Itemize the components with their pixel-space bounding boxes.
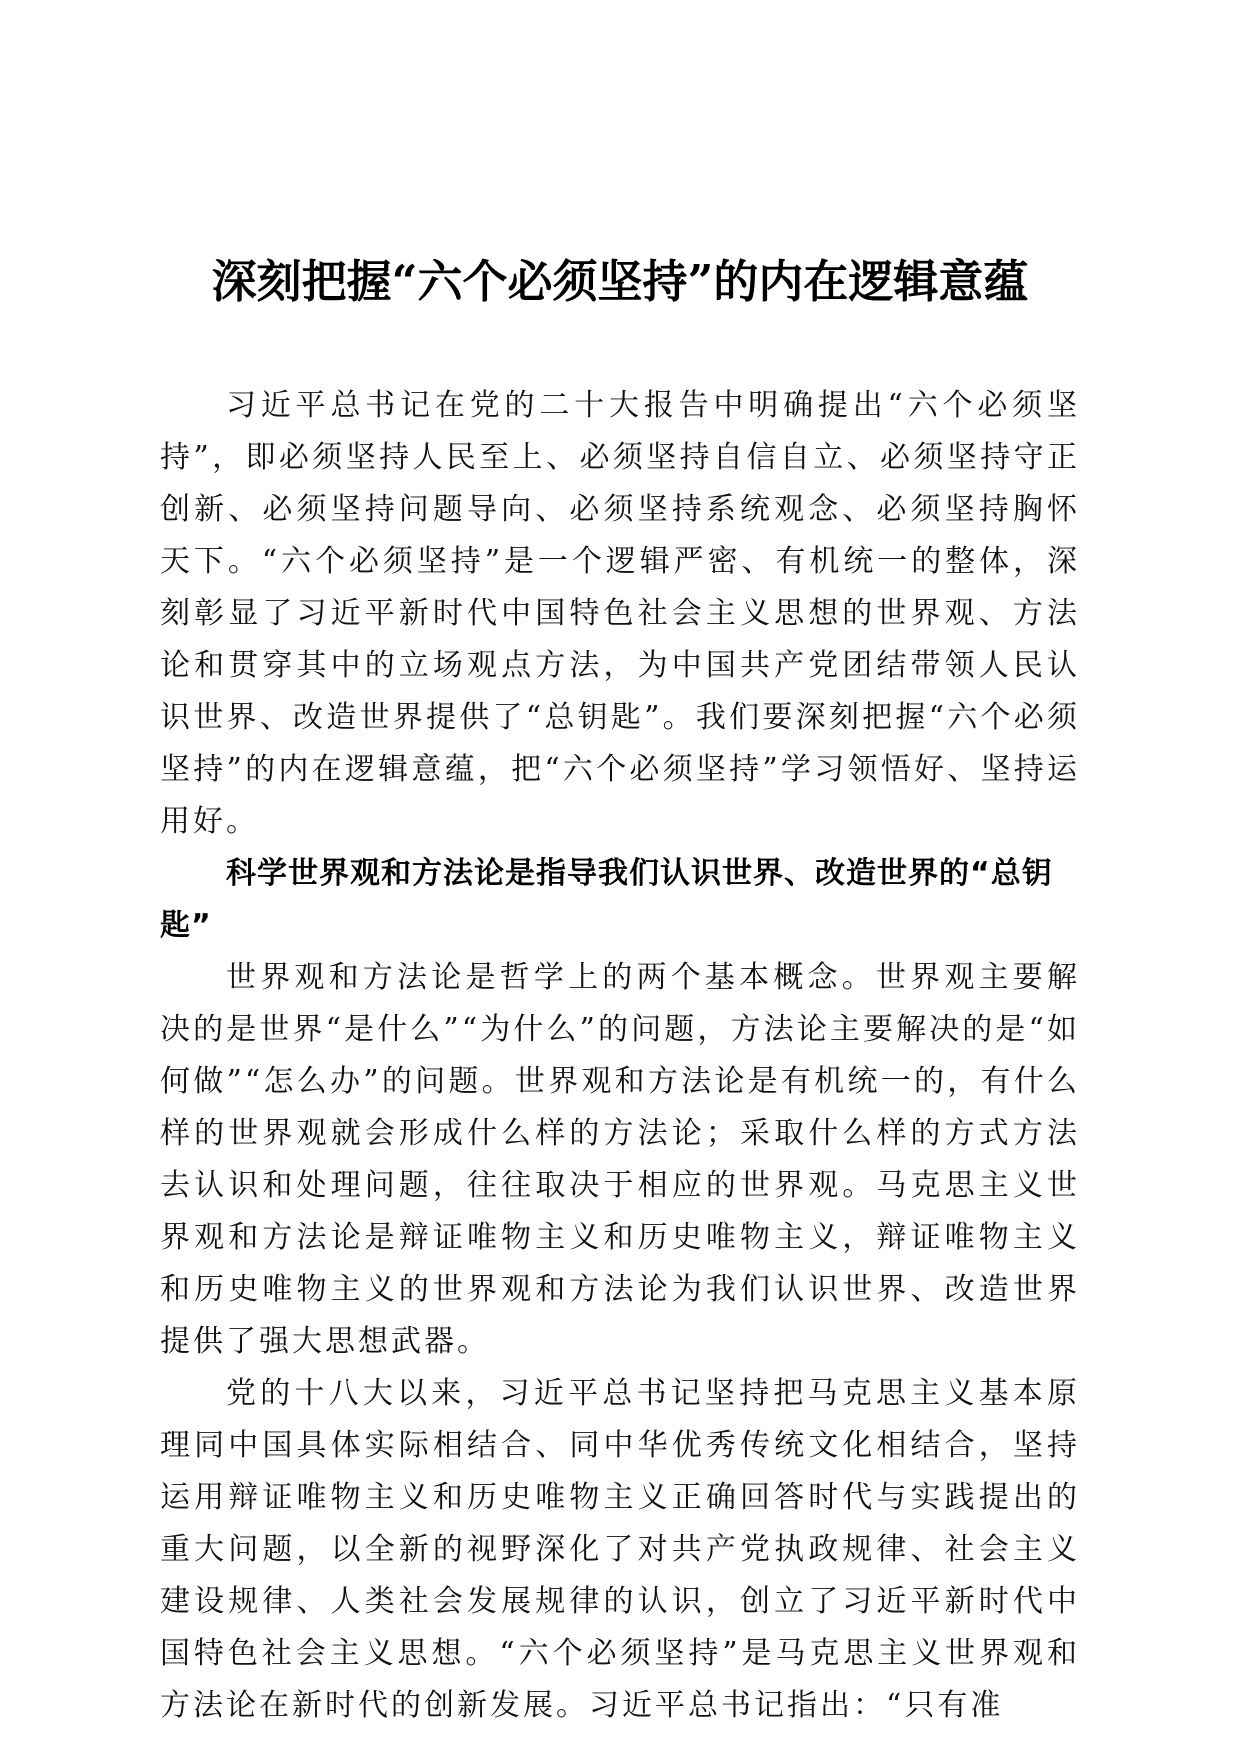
document-title: 深刻把握“六个必须坚持”的内在逻辑意蕴 [211, 255, 1029, 308]
document-body [160, 380, 1080, 1732]
body-paragraph: 世界观和方法论是哲学上的两个基本概念。世界观主要解决的是世界“是什么”“为什么”的问题，方法论主要解决的是“如何做”“怎么办”的问题。世界观和方法论是有机统一的，有什么样的世界观就会形成什么样的方法论；采取什么样的方式方法去认识和处理问题，往往取决于相应的世界观。马克思主义世界观和方法论是辩证唯物主义和历史唯物主义，辩证唯物主义和历史唯物主义的世界观和方法论为我们认识世界、改造世界提供了强大思想武器。 [160, 960, 1080, 1359]
intro-paragraph: 习近平总书记在党的二十大报告中明确提出“六个必须坚持”，即必须坚持人民至上、必须坚持自信自立、必须坚持守正创新、必须坚持问题导向、必须坚持系统观念、必须坚持胸怀天下。“六个必须坚持”是一个逻辑严密、有机统一的整体，深刻彰显了习近平新时代中国特色社会主义思想的世界观、方法论和贯穿其中的立场观点方法，为中国共产党团结带领人民认识世界、改造世界提供了“总钥匙”。我们要深刻把握“六个必须坚持”的内在逻辑意蕴，把“六个必须坚持”学习领悟好、坚持运用好。 [160, 388, 1080, 839]
section-heading: 科学世界观和方法论是指导我们认识世界、改造世界的“总钥匙” [160, 856, 1053, 943]
body-paragraph: 党的十八大以来，习近平总书记坚持把马克思主义基本原理同中国具体实际相结合、同中华优秀传统文化相结合，坚持运用辩证唯物主义和历史唯物主义正确回答时代与实践提出的重大问题，以全新的视野深化了对共产党执政规律、社会主义建设规律、人类社会发展规律的认识，创立了习近平新时代中国特色社会主义思想。“六个必须坚持”是马克思主义世界观和方法论在新时代的创新发展。习近平总书记指出：“只有准 [160, 1376, 1080, 1723]
